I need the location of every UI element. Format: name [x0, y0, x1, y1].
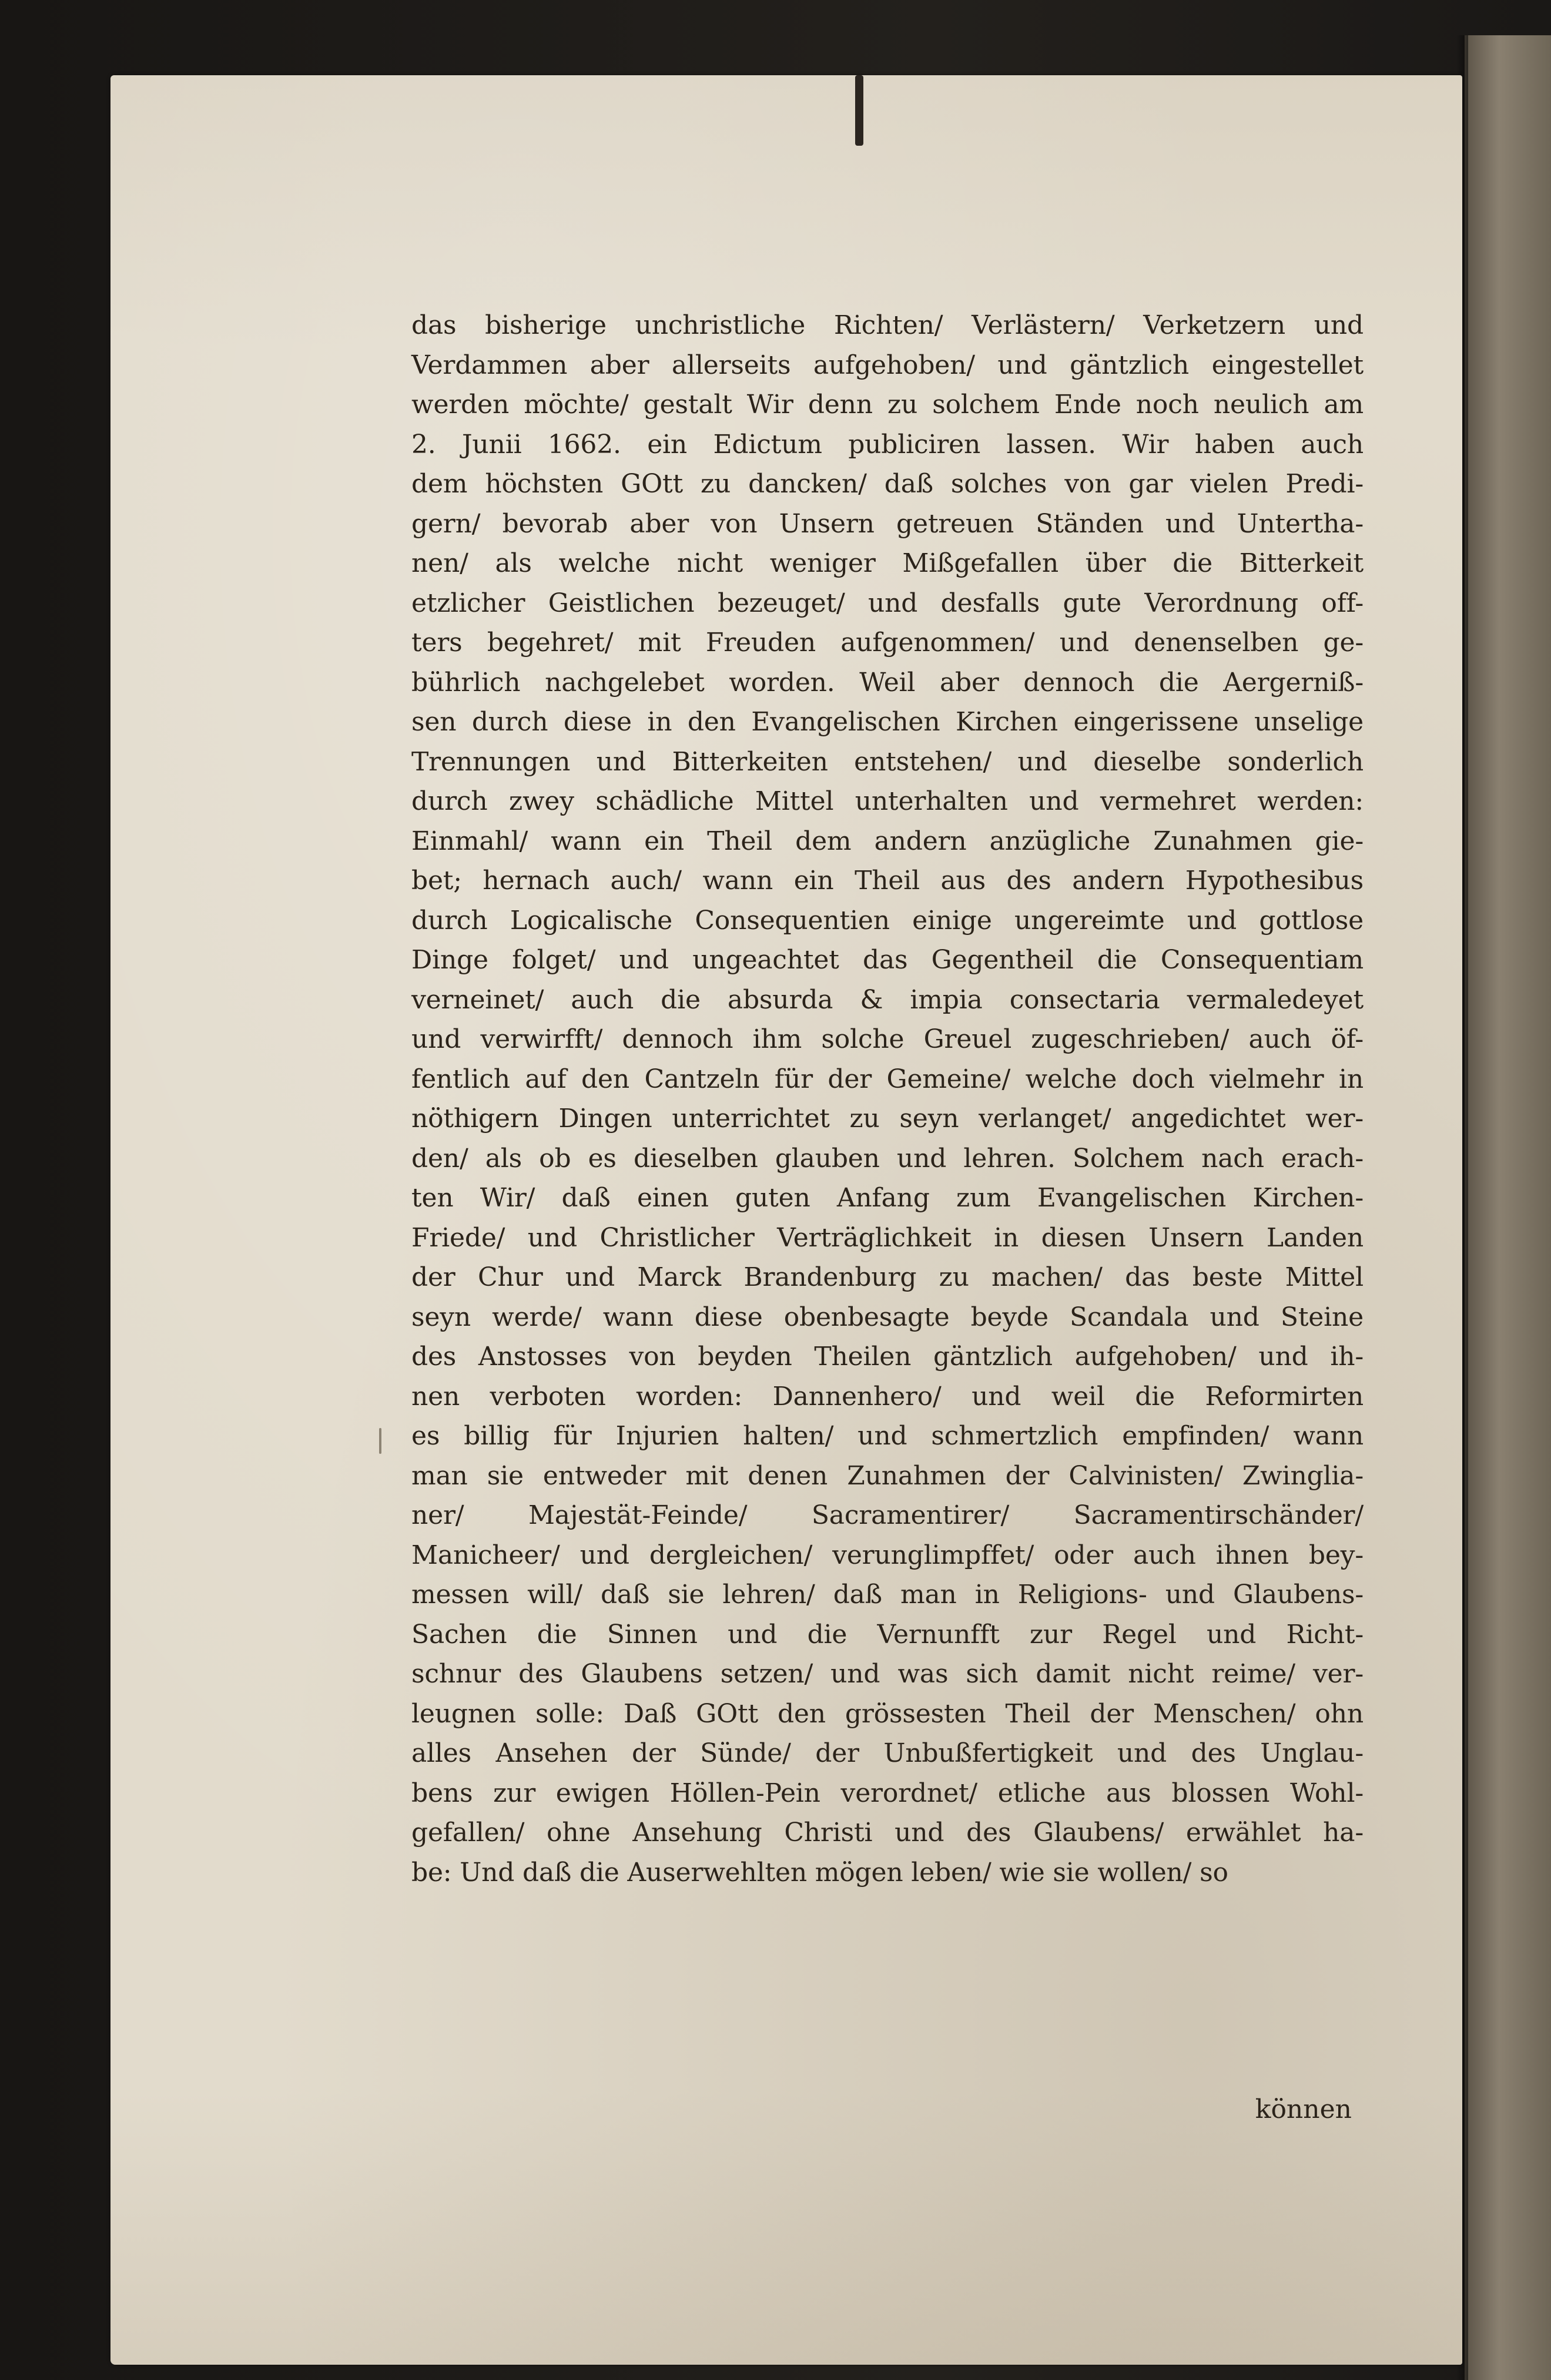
text-line: werden möchte/ gestalt Wir denn zu solchem Ende noch neulich am: [411, 390, 1364, 420]
adjacent-page-edge: [1465, 35, 1551, 2380]
text-line: Dinge folget/ und ungeachtet das Gegentheil die Consequentiam: [411, 945, 1364, 975]
text-line: 2. Junii 1662. ein Edictum publiciren lassen. Wir haben auch: [411, 429, 1364, 460]
text-line: Manicheer/ und dergleichen/ verunglimpffet/ oder auch ihnen bey-: [411, 1540, 1364, 1570]
text-line: nen verboten worden: Dannenhero/ und weil die Reformirten: [411, 1381, 1364, 1412]
text-line: verneinet/ auch die absurda & impia consectaria vermaledeyet: [411, 984, 1364, 1015]
text-line: messen will/ daß sie lehren/ daß man in Religions- und Glaubens-: [411, 1580, 1364, 1610]
text-line: der Chur und Marck Brandenburg zu machen/ das beste Mittel: [411, 1262, 1364, 1292]
text-line: bens zur ewigen Höllen-Pein verordnet/ etliche aus blossen Wohl-: [411, 1778, 1364, 1808]
text-line: das bisherige unchristliche Richten/ Verlästern/ Verketzern und: [411, 310, 1364, 340]
text-line: des Anstosses von beyden Theilen gäntzlich aufgehoben/ und ih-: [411, 1342, 1364, 1372]
text-line: gern/ bevorab aber von Unsern getreuen Ständen und Untertha-: [411, 508, 1364, 539]
text-line: Verdammen aber allerseits aufgehoben/ und gäntzlich eingestellet: [411, 350, 1364, 380]
text-line: und verwirfft/ dennoch ihm solche Greuel zugeschrieben/ auch öf-: [411, 1024, 1364, 1054]
text-line: Einmahl/ wann ein Theil dem andern anzügliche Zunahmen gie-: [411, 826, 1364, 856]
text-line: bührlich nachgelebet worden. Weil aber dennoch die Aergerniß-: [411, 667, 1364, 698]
text-line: den/ als ob es dieselben glauben und lehren. Solchem nach erach-: [411, 1143, 1364, 1174]
text-line: durch Logicalische Consequentien einige ungereimte und gottlose: [411, 905, 1364, 936]
text-line: nen/ als welche nicht weniger Mißgefallen über die Bitterkeit: [411, 548, 1364, 578]
text-line: seyn werde/ wann diese obenbesagte beyde Scandala und Steine: [411, 1302, 1364, 1332]
text-line: dem höchsten GOtt zu dancken/ daß solches von gar vielen Predi-: [411, 469, 1364, 499]
catchword: können: [1255, 2094, 1352, 2124]
text-line: etzlicher Geistlichen bezeuget/ und desfalls gute Verordnung off-: [411, 588, 1364, 618]
text-line: schnur des Glaubens setzen/ und was sich damit nicht reime/ ver-: [411, 1659, 1364, 1689]
text-line: leugnen solle: Daß GOtt den grössesten Theil der Menschen/ ohn: [411, 1698, 1364, 1729]
margin-mark: [379, 1428, 381, 1454]
text-line: durch zwey schädliche Mittel unterhalten und vermehret werden:: [411, 786, 1364, 816]
text-line: sen durch diese in den Evangelischen Kirchen eingerissene unselige: [411, 707, 1364, 737]
text-line: man sie entweder mit denen Zunahmen der Calvinisten/ Zwinglia-: [411, 1460, 1364, 1491]
text-line: Trennungen und Bitterkeiten entstehen/ und dieselbe sonderlich: [411, 746, 1364, 777]
text-line: nöthigern Dingen unterrichtet zu seyn verlanget/ angedichtet wer-: [411, 1104, 1364, 1134]
text-line: ner/ Majestät-Feinde/ Sacramentirer/ Sacramentirschänder/: [411, 1500, 1364, 1530]
text-line: bet; hernach auch/ wann ein Theil aus des andern Hypothesibus: [411, 866, 1364, 896]
text-line: ten Wir/ daß einen guten Anfang zum Evangelischen Kirchen-: [411, 1183, 1364, 1213]
text-line: be: Und daß die Auserwehlten mögen leben/ wie sie wollen/ so: [411, 1857, 1228, 1888]
text-line: Sachen die Sinnen und die Vernunfft zur Regel und Richt-: [411, 1619, 1364, 1650]
binding-mark: [855, 75, 863, 146]
text-line: alles Ansehen der Sünde/ der Unbußfertigkeit und des Unglau-: [411, 1738, 1364, 1768]
text-line: ters begehret/ mit Freuden aufgenommen/ und denenselben ge-: [411, 628, 1364, 658]
text-line: es billig für Injurien halten/ und schmertzlich empfinden/ wann: [411, 1421, 1364, 1451]
text-line: fentlich auf den Cantzeln für der Gemeine/ welche doch vielmehr in: [411, 1064, 1364, 1094]
text-line: gefallen/ ohne Ansehung Christi und des Glaubens/ erwählet ha-: [411, 1818, 1364, 1848]
text-line: Friede/ und Christlicher Verträglichkeit in diesen Unsern Landen: [411, 1222, 1364, 1253]
body-text: [411, 306, 1364, 2186]
